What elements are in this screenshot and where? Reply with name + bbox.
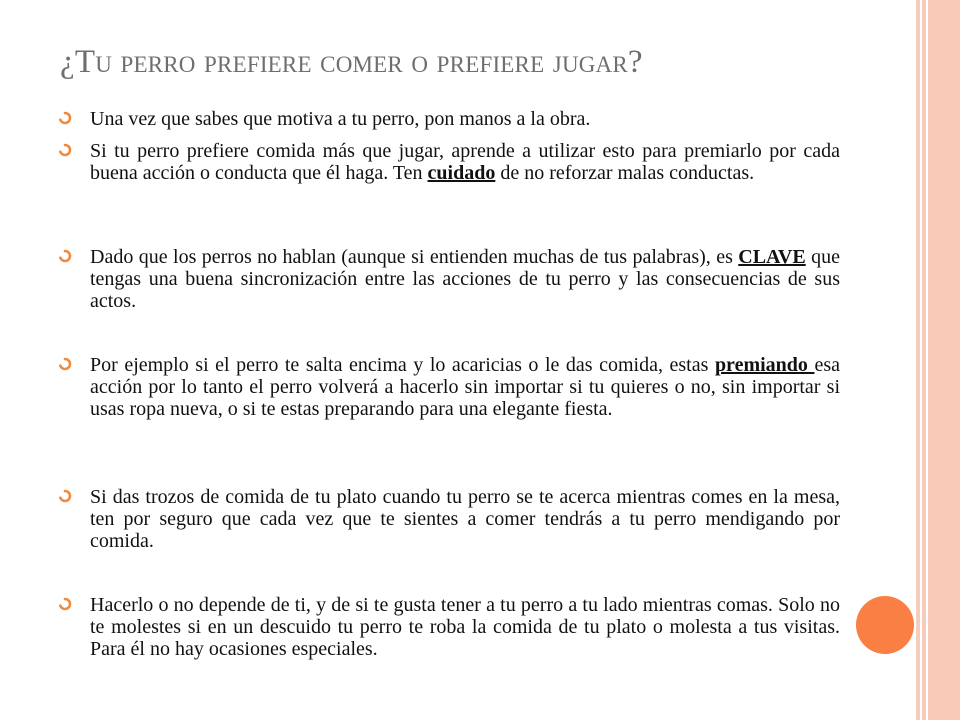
bullet-item — [58, 354, 840, 420]
slide-title: ¿Tu perro prefiere comer o prefiere jugar? — [60, 44, 643, 80]
bullet-icon — [58, 249, 72, 263]
bullet-item — [58, 486, 840, 552]
text-segment: que tengas una buena sincronización entre las acciones de tu perro y las consecuencias de sus actos. — [90, 246, 840, 312]
bullet-text: Una vez que sabes que motiva a tu perro, pon manos a la obra. — [90, 108, 591, 130]
side-stripe — [922, 0, 926, 720]
bullet-text — [90, 354, 840, 420]
side-stripe — [928, 0, 960, 720]
bullet-text: Hacerlo o no depende de ti, y de si te gusta tener a tu perro a tu lado mientras comas. Solo no te molestes si en un descuido tu perro te roba la comida de tu plato o molesta a tus visitas. Para él no hay ocasiones especiales. — [90, 594, 840, 660]
accent-circle — [856, 596, 914, 654]
bullet-item — [58, 594, 840, 660]
text-segment: Por ejemplo si el perro te salta encima y lo acaricias o le das comida, estas — [90, 354, 715, 376]
text-segment: Si tu perro prefiere comida más que jugar, aprende a utilizar esto para premiarlo por cada buena acción o conducta que él haga. Ten — [90, 140, 840, 184]
text-segment: esa acción por lo tanto el perro volverá a hacerlo sin importar si tu quieres o no, sin importar si usas ropa nueva, o si te estas preparando para una elegante fiesta. — [90, 354, 840, 420]
emphasized-word: CLAVE — [738, 246, 806, 268]
bullet-item — [58, 246, 840, 312]
bullet-text — [90, 246, 840, 312]
emphasized-word: cuidado — [427, 162, 496, 184]
text-segment: de no reforzar malas conductas. — [495, 162, 755, 184]
text-segment: Dado que los perros no hablan (aunque si entienden muchas de tus palabras), es — [90, 246, 739, 268]
bullet-item — [58, 140, 840, 184]
bullet-text — [90, 140, 840, 184]
bullet-icon — [58, 357, 72, 371]
bullet-icon — [58, 597, 72, 611]
emphasized-word: premiando — [714, 354, 815, 376]
side-decoration — [916, 0, 960, 720]
bullet-icon — [58, 143, 72, 157]
bullet-icon — [58, 489, 72, 503]
side-stripe — [916, 0, 920, 720]
bullet-icon — [58, 111, 72, 125]
bullet-text: Si das trozos de comida de tu plato cuando tu perro se te acerca mientras comes en la mesa, ten por seguro que cada vez que te sientes a comer tendrás a tu perro mendigando por comida. — [90, 486, 840, 552]
bullet-item — [58, 108, 840, 130]
